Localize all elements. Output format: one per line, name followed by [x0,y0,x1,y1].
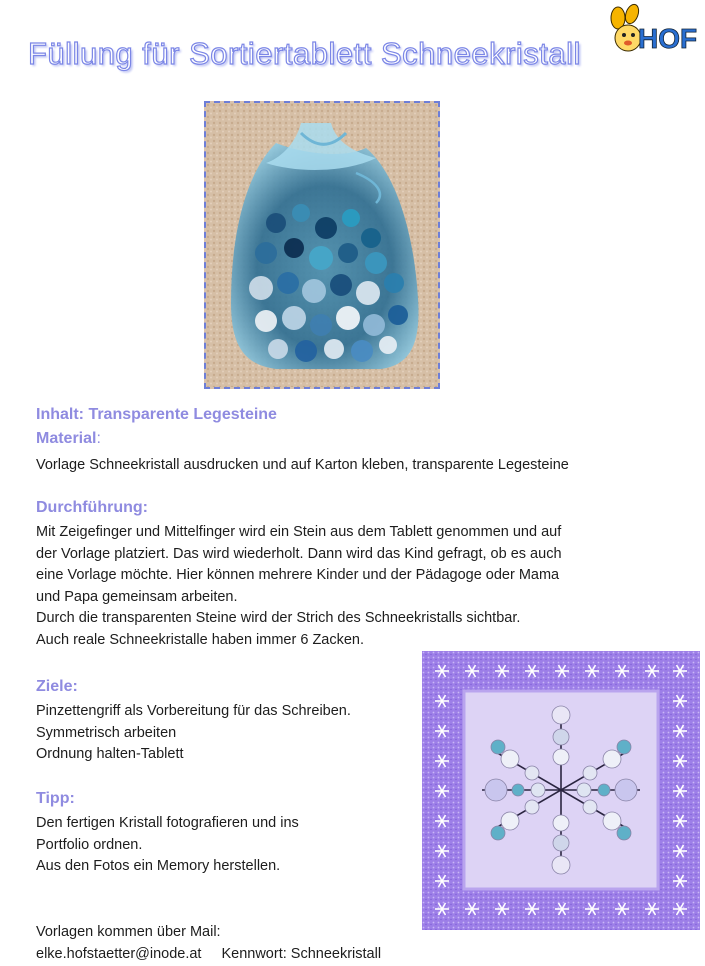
durchfuehrung-line: Durch die transparenten Steine wird der Strich des Schneekristalls sichtbar. [36,610,521,626]
material-colon: : [96,430,101,447]
durchfuehrung-line: der Vorlage platziert. Das wird wiederholt. Dann wird das Kind gefragt, ob es auch [36,545,562,562]
organza-bag-with-glass-stones-photo [206,103,438,387]
durchfuehrung-line: eine Vorlage möchte. Hier können mehrere Kinder und der Pädagoge oder Mama [36,567,560,583]
ziele-line: Ordnung halten-Tablett [36,746,184,762]
hof-logo [606,2,702,58]
durchfuehrung-text [36,522,562,651]
kennwort-text: Kennwort: Schneekristall [221,946,382,962]
hof-mascot-logo-icon [606,2,702,58]
page-title: Füllung für Sortiertablett Schneekristall [28,36,581,71]
logo-text: HOF [638,23,698,54]
ziele-heading: Ziele: [36,678,78,695]
footer-line: Vorlagen kommen über Mail: [36,924,221,940]
durchfuehrung-heading: Durchführung: [36,499,148,516]
material-heading [36,430,101,448]
tipp-line: Den fertigen Kristall fotografieren und ins [36,815,299,831]
ziele-line: Symmetrisch arbeiten [36,724,177,741]
glass-stone-snowflake-on-purple-template-photo [422,651,700,930]
ziele-text [36,701,351,766]
tipp-heading: Tipp: [36,790,75,807]
bag-photo [204,101,440,389]
durchfuehrung-line: Auch reale Schneekristalle haben immer 6 Zacken. [36,631,365,648]
footer-contact [36,944,381,966]
ziele-line: Pinzettengriff als Vorbereitung für das Schreiben. [36,703,351,719]
tipp-line: Aus den Fotos ein Memory herstellen. [36,858,281,874]
tipp-text [36,813,299,878]
snowflake-photo [422,651,700,930]
durchfuehrung-line: und Papa gemeinsam arbeiten. [36,588,238,605]
email-link[interactable]: elke.hofstaetter@inode.at [36,946,202,962]
inhalt-heading: Inhalt: Transparente Legesteine [36,406,277,423]
material-text: Vorlage Schneekristall ausdrucken und auf Karton kleben, transparente Legesteine [36,457,569,473]
material-label: Material [36,430,97,447]
tipp-line: Portfolio ordnen. [36,836,143,853]
durchfuehrung-line: Mit Zeigefinger und Mittelfinger wird ein Stein aus dem Tablett genommen und auf [36,524,562,540]
